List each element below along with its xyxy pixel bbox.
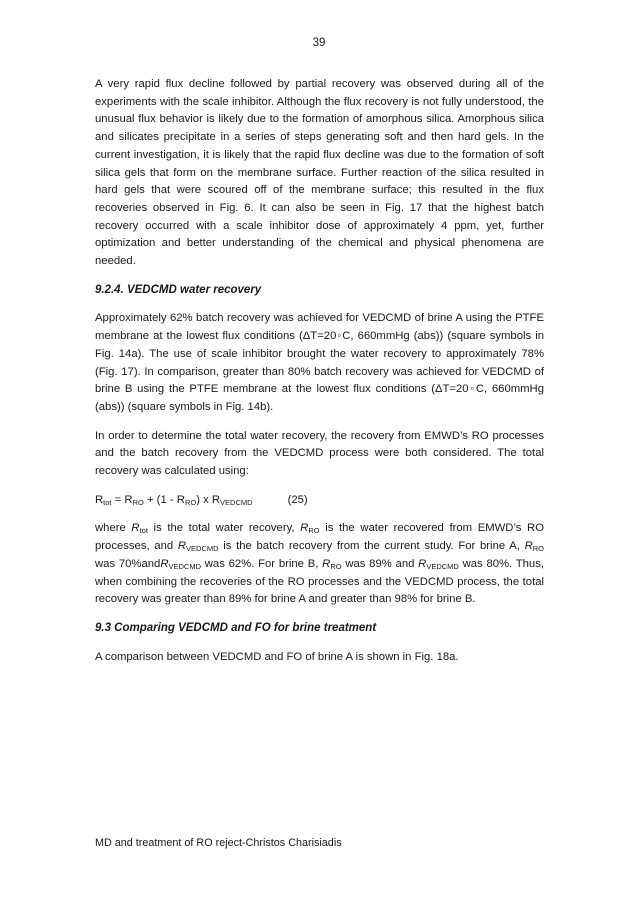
var-r-ro: $R_{RO}$ [300,522,320,536]
paragraph-vedcmd-recovery: Approximately 62% batch recovery was achieved for VEDCMD of brine A using the PTFE membrane at the lowest flux conditions (ΔT=20◦C, 660mmHg (abs)) (square symbols in Fig. 14a). The use of scale inhibitor brought the water recovery to approximately 78% (Fig. 17). In comparison, greater than 80% batch recovery was achieved for VEDCMD of brine B using the PTFE membrane at the lowest flux conditions (ΔT=20◦C, 660mmHg (abs)) (square symbols in Fig. 14b). [95,312,544,413]
paragraph-definitions [95,520,544,609]
var-r-ro: $R_{RO}$ [524,540,544,554]
eq-text: = R [111,493,133,506]
text-run: was 70%and [95,557,161,570]
var-r-vedcmd: $R_{VEDCMD}$ [177,540,219,554]
var-r-vedcmd: $R_{VEDCMD}$ [160,557,201,571]
paragraph-comparison: A comparison between VEDCMD and FO of brine A is shown in Fig. 18a. [95,650,459,663]
paragraph-flux-decline: A very rapid flux decline followed by partial recovery was observed during all of the experiments with the scale inhibitor. Although the flux recovery is not fully understood, the unusual flux behavior is likely due to the formation of amorphous silica. Amorphous silica and silicates precipitate in a series of steps generating soft and then hard gels. In the current investigation, it is likely that the rapid flux decline was due to the formation of soft silica gels that form on the membrane surface. Further reaction of the silica resulted in hard gels that were scoured off of the membrane surface; this resulted in the flux recoveries observed in Fig. 6. It can also be seen in Fig. 17 that the highest batch recovery occurred with a scale inhibitor dose of approximately 4 ppm, yet, further optimization and better understanding of the chemical and physical phenomena are needed. [95,78,544,268]
page-footer: MD and treatment of RO reject-Christos Charisiadis [95,837,342,849]
var-r-ro: $R_{RO}$ [322,557,342,571]
section-heading-vedcmd-recovery: 9.2.4. VEDCMD water recovery [95,283,262,296]
text-run: is the water recovered from EMWD’s RO processes, and [95,522,544,553]
var-r-tot: $R_{tot}$ [131,522,148,536]
page-number: 39 [312,37,326,49]
eq-sub: RO [184,497,197,507]
eq-symbol: R [95,493,104,506]
paragraph-total-recovery: In order to determine the total water recovery, the recovery from EMWD’s RO processes and the batch recovery from the VEDCMD process were both considered. The total recovery was calculated using: [95,429,544,478]
page-body [95,76,544,677]
eq-sub: tot [103,497,112,507]
text-run: was 89% and [341,557,419,570]
eq-sub: VEDCMD [220,497,253,507]
section-heading-vedcmd-vs-fo: 9.3 Comparing VEDCMD and FO for brine treatment [95,621,377,634]
equation-25 [95,492,544,510]
eq-text: + (1 - R [143,493,185,506]
eq-sub: RO [132,497,144,507]
var-r-vedcmd: $R_{VEDCMD}$ [418,557,459,571]
text-run: where [95,522,132,535]
text-run: is the total water recovery, [147,522,301,535]
eq-text: ) x R [196,493,221,506]
text-run: was 62%. For brine B, [201,557,323,570]
text-run: is the batch recovery from the current study. For brine A, [218,540,525,553]
equation-number: (25) [287,493,308,506]
text-run: was 80%. Thus, when combining the recoveries of the RO processes and the VEDCMD process, the total recovery was greater than 89% for brine A and greater than 98% for brine B. [95,557,545,606]
